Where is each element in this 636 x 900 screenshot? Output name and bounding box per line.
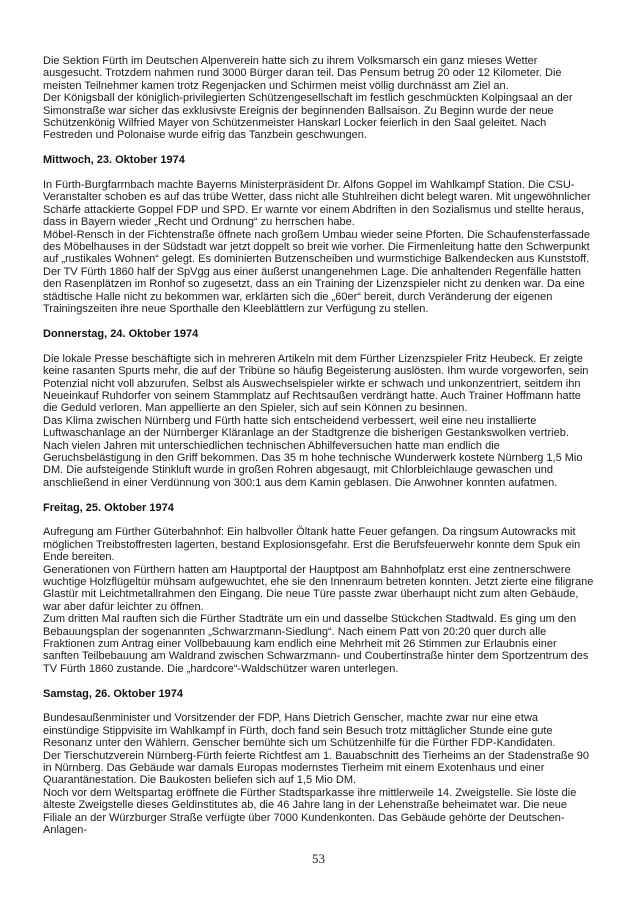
paragraph: Bundesaußenminister und Vorsitzender der FDP, Hans Dietrich Genscher, machte zwar nur eine etwa einstündige Stippvisite im Wahlkampf in Fürth, doch fand sein Besuch trotz mittäglicher Stunde eine gute Resonanz unter den Wählern. Genscher bemühte sich um Schützenhilfe für die Fürther FDP-Kandidaten. bbox=[43, 712, 556, 750]
paragraph: Möbel-Rensch in der Fichtenstraße öffnete nach großem Umbau wieder seine Pforten. Die Schaufensterfassade des Möbelhauses in der Südstadt war jetzt doppelt so breit wie vorher. Die Firmenleitung hatte den Schwerpunkt auf „rustikales Wohnen“ gelegt. Es dominierten Butzenscheiben und wurmstichige Balkendecken aus Kunststoff. bbox=[43, 228, 591, 266]
paragraph: Der Königsball der königlich-privilegierten Schützengesellschaft im festlich geschmückten Kolpingsaal an der Simonstraße war sicher das exklusivste Ereignis der beginnenden Ballsaison. Zu Beginn wurde der neue Schützenkönig Wilfried Mayer von Schützenmeister Hanskarl Locker feierlich in den Saal geleitet. Nach Festreden und Polonaise wurde eifrig das Tanzbein geschwungen. bbox=[43, 92, 573, 142]
paragraph: Der TV Fürth 1860 half der SpVgg aus einer äußerst unangenehmen Lage. Die anhaltenden Regenfälle hatten den Rasenplätzen im Ronhof so zugesetzt, dass an ein Training der Lizenzspieler nicht zu denken war. Da eine städtische Halle nicht zu bekommen war, erklärten sich die „60er“ bereit, durch Veränderung der eigenen Trainingszeiten ihre neue Sporthalle den Kleeblättlern zur Verfügung zu stellen. bbox=[43, 265, 585, 316]
paragraph: Zum dritten Mal rauften sich die Fürther Stadträte um ein und dasselbe Stückchen Stadtwald. Es ging um den Bebauungsplan der sogenannten „Schwarzmann-Siedlung“. Nach einem Patt von 20:20 quer durch alle Fraktionen zum Antrag einer Vollbebauung kam endlich eine Mehrheit mit 26 Stimmen zur Erlaubnis einer sanften Teilbebauung am Waldrand zwischen Schwarzmann- und Coubertinstraße hinter dem Sportzentrum des TV Fürth 1860 zustande. Die „hardcore“-Waldschützer waren unterlegen. bbox=[43, 613, 589, 675]
paragraph: Aufregung am Fürther Güterbahnhof: Ein halbvoller Öltank hatte Feuer gefangen. Da ringsum Autowracks mit möglichen Treibstoffresten lagerten, bestand Explosionsgefahr. Erst die Berufsfeuerwehr konnte dem Spuk ein Ende bereiten. bbox=[43, 526, 581, 564]
day-heading: Samstag, 26. Oktober 1974 bbox=[43, 687, 184, 700]
paragraph: Der Tierschutzverein Nürnberg-Fürth feierte Richtfest am 1. Bauabschnitt des Tierheims an der Stadenstraße 90 in Nürnberg. Das Gebäude war damals Europas modernstes Tierheim mit einem Exotenhaus und einer Quarantänestation. Die Baukosten beliefen sich auf 1,5 Mio DM. bbox=[43, 749, 589, 787]
day-heading: Freitag, 25. Oktober 1974 bbox=[43, 501, 174, 514]
paragraph: Das Klima zwischen Nürnberg und Fürth hatte sich entscheidend verbessert, weil eine neu installierte Luftwaschanlage an der Nürnberger Kläranlage an der Stadtgrenze die bisherigen Gestankswolken vertrieb. Nach vielen Jahren mit unterschiedlichen technischen Abhilfeversuchen hatte man endlich die Geruchsbelästigung in den Griff bekommen. Das 35 m hohe technische Wunderwerk kostete Nürnberg 1,5 Mio DM. Die aufsteigende Stinkluft wurde in großen Rohren abgesaugt, mit Chlorbleichlauge gewaschen und anschließend in einer Verdünnung von 300:1 aus dem Kamin geblasen. Die Anwohner konnten aufatmen. bbox=[43, 414, 583, 489]
day-heading: Donnerstag, 24. Oktober 1974 bbox=[43, 327, 199, 340]
chronicle-section-mittwoch bbox=[43, 154, 594, 315]
chronicle-section-freitag bbox=[43, 502, 594, 676]
chronicle-section-donnerstag bbox=[43, 328, 594, 489]
page-number: 53 bbox=[312, 851, 325, 867]
paragraph: In Fürth-Burgfarrnbach machte Bayerns Ministerpräsident Dr. Alfons Goppel im Wahlkampf Station. Die CSU-Veranstalter schoben es auf das trübe Wetter, dass nicht alle Stuhlreihen dicht belegt waren. Mit ungewöhnlicher Schärfe attackierte Goppel FDP und SPD. Er warnte vor einem Abdriften in den Sozialismus und stellte heraus, dass in Bayern wieder „Recht und Ordnung“ zu herrschen habe. bbox=[43, 179, 591, 229]
chronicle-text-column bbox=[43, 55, 594, 836]
paragraph: Noch vor dem Weltspartag eröffnete die Fürther Stadtsparkasse ihre mittlerweile 14. Zweigstelle. Sie löste die älteste Zweigstelle dieses Geldinstitutes ab, die 46 Jahre lang in der Lehenstraße beheimatet war. Die neue Filiale an der Würzburger Straße verfügte über 7000 Kundenkonten. Das Gebäude gehörte der Deutschen-Anlagen- bbox=[43, 786, 577, 837]
chronicle-section-intro bbox=[43, 55, 594, 142]
chronicle-section-samstag bbox=[43, 688, 594, 837]
paragraph: Generationen von Fürthern hatten am Hauptportal der Hauptpost am Bahnhofplatz erst eine zentnerschwere wuchtige Holzflügeltür mühsam aufgewuchtet, ehe sie den Innenraum betreten konnten. Jetzt zierte eine filigrane Glastür mit Leichtmetallrahmen den Eingang. Die neue Türe passte zwar überhaupt nicht zum alten Gebäude, war aber dafür leichter zu öffnen. bbox=[43, 563, 594, 613]
day-heading: Mittwoch, 23. Oktober 1974 bbox=[43, 154, 185, 167]
paragraph: Die Sektion Fürth im Deutschen Alpenverein hatte sich zu ihrem Volksmarsch ein ganz mieses Wetter ausgesucht. Trotzdem nahmen rund 3000 Bürger daran teil. Das Pensum betrug 20 oder 12 Kilometer. Die meisten Teilnehmer kamen trotz Regenjacken und Schirmen meist völlig durchnässt am Ziel an. bbox=[43, 55, 562, 92]
paragraph: Die lokale Presse beschäftigte sich in mehreren Artikeln mit dem Fürther Lizenzspieler Fritz Heubeck. Er zeigte keine rasanten Spurts mehr, die auf der Tribüne so häufig Begeisterung auslösten. Ihm wurde vorgeworfen, sein Potenzial nicht voll abzurufen. Selbst als Auswechselspieler wirkte er schwach und unkonzentriert, seitdem ihn Neueinkauf Ruhdorfer von seinem Stammplatz auf Rechtsaußen verdrängt hatte. Auch Trainer Hoffmann hatte die Geduld verloren. Man appellierte an den Spieler, sich auf sein Können zu besinnen. bbox=[43, 352, 589, 415]
